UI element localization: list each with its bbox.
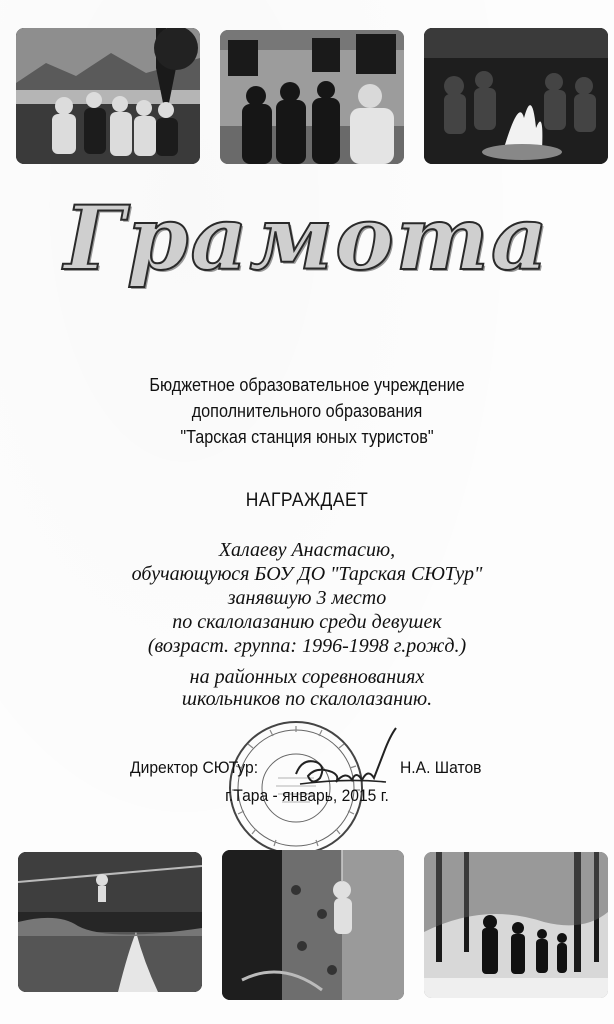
photo-snow-hike — [424, 852, 608, 998]
recipient-line: Халаеву Анастасию, — [218, 539, 396, 561]
event-line: на районных соревнованиях — [189, 666, 425, 688]
photo-climbing-wall — [222, 850, 404, 1000]
signatory-role: Директор СЮТур: — [130, 758, 259, 777]
institution-line: "Тарская станция юных туристов" — [180, 427, 434, 447]
institution-name — [31, 372, 584, 450]
event-line: школьников по скалолазанию. — [181, 688, 433, 710]
event-text — [0, 666, 614, 710]
photo-museum-visit — [220, 30, 404, 164]
photo-group-by-lake — [16, 28, 200, 164]
recipient-line: (возраст. группа: 1996-1998 г.рожд.) — [147, 635, 467, 657]
institution-line: дополнительного образования — [191, 401, 423, 421]
institution-line: Бюджетное образовательное учреждение — [149, 375, 465, 395]
photo-river-crossing — [18, 852, 202, 992]
recipient-line: обучающуюся БОУ ДО "Тарская СЮТур" — [131, 563, 483, 585]
recipient-line: занявшую 3 место — [227, 587, 387, 609]
photo-campfire — [424, 28, 608, 164]
recipient-text — [0, 538, 614, 658]
recipient-line: по скалолазанию среди девушек — [172, 611, 442, 633]
signatory-name: Н.А. Шатов — [400, 758, 482, 777]
certificate-title: Грамота — [64, 186, 550, 290]
awards-heading: НАГРАЖДАЕТ — [245, 490, 369, 511]
place-date: г.Тара - январь, 2015 г. — [225, 786, 389, 805]
